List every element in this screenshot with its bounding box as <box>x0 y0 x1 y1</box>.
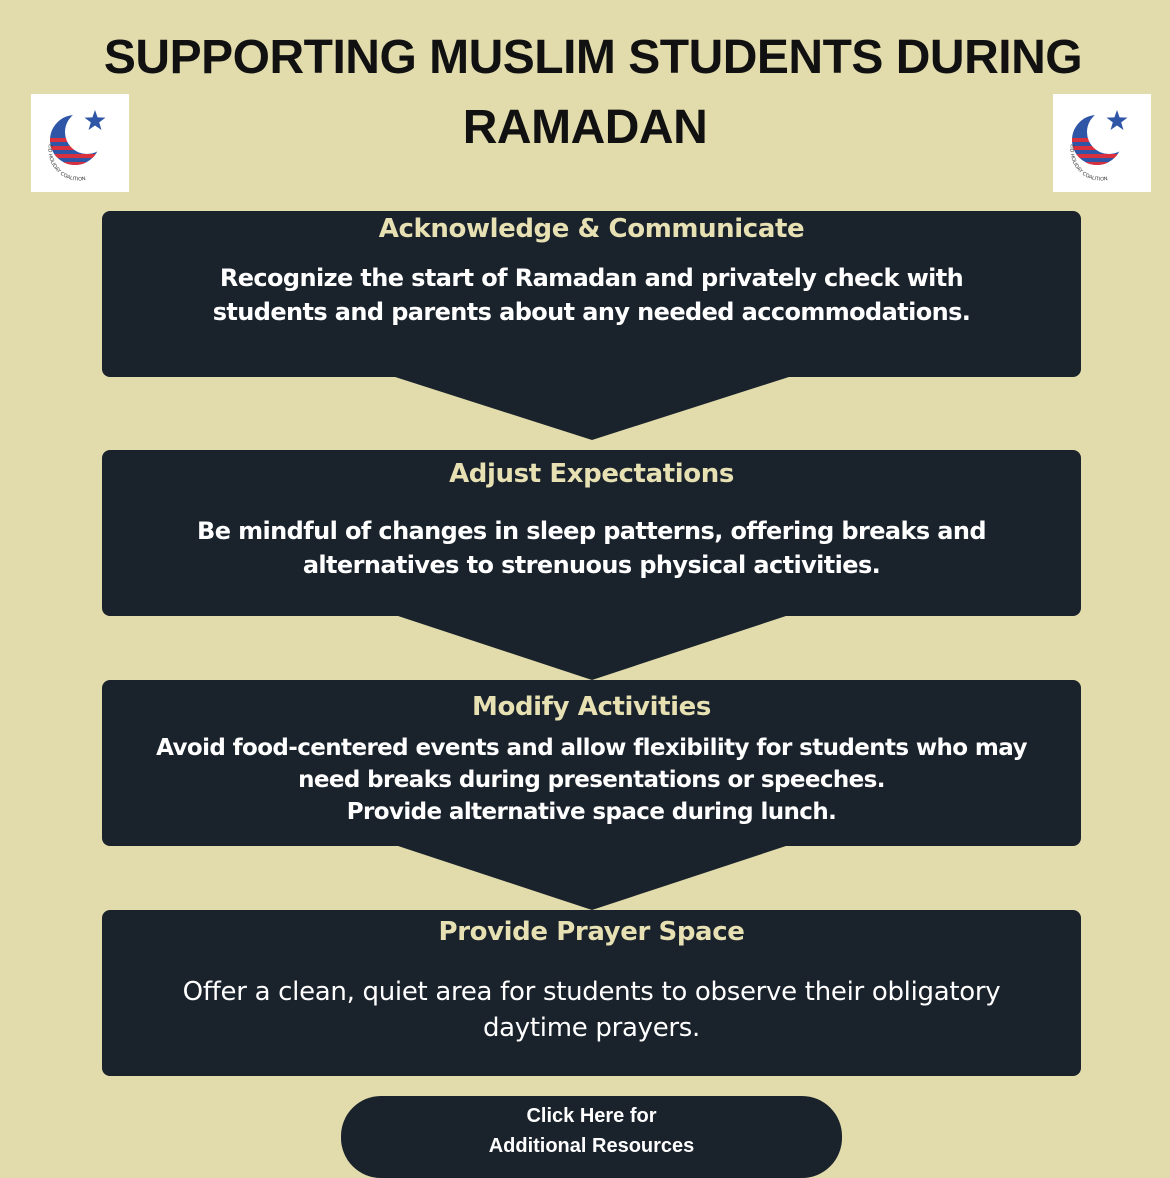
page-title-line2: RAMADAN <box>462 101 708 154</box>
step-body-line: daytime prayers. <box>482 1013 701 1043</box>
logo-left <box>31 94 129 192</box>
step-body <box>122 974 1061 1046</box>
step-body-line: alternatives to strenuous physical activities. <box>302 551 881 579</box>
step-body-line: Be mindful of changes in sleep patterns, offering breaks and <box>197 517 986 545</box>
step-heading: Adjust Expectations <box>449 459 734 489</box>
step-body-line: Provide alternative space during lunch. <box>346 799 837 825</box>
additional-resources-button[interactable] <box>341 1096 842 1178</box>
step-heading: Modify Activities <box>472 692 711 722</box>
logo-text: EID HOLIDAY COALITION <box>46 143 87 183</box>
cta-line1: Click Here for <box>526 1105 657 1127</box>
step-body-line: Avoid food-centered events and allow flexibility for students who may <box>156 735 1027 761</box>
crescent-star-flag-icon <box>31 94 129 192</box>
page-title-line1: SUPPORTING MUSLIM STUDENTS DURING <box>103 31 1083 84</box>
step-card-acknowledge <box>102 211 1081 377</box>
chevron-down-arrow-icon <box>392 614 792 680</box>
step-body <box>122 732 1061 828</box>
step-body-line: students and parents about any needed accommodations. <box>212 298 971 326</box>
chevron-down-arrow-icon <box>392 376 792 442</box>
step-body-line: need breaks during presentations or speeches. <box>298 767 885 793</box>
logo-right <box>1053 94 1151 192</box>
step-body-line: Recognize the start of Ramadan and privately check with <box>219 264 964 292</box>
step-card-prayer-space <box>102 910 1081 1076</box>
crescent-star-flag-icon <box>1053 94 1151 192</box>
cta-line2: Additional Resources <box>488 1135 695 1157</box>
step-card-adjust <box>102 450 1081 616</box>
logo-text: EID HOLIDAY COALITION <box>1068 143 1109 183</box>
step-body-line: Offer a clean, quiet area for students to observe their obligatory <box>182 977 1001 1007</box>
step-heading: Acknowledge & Communicate <box>378 214 805 244</box>
step-card-modify <box>102 680 1081 846</box>
step-body <box>122 261 1061 329</box>
step-body <box>122 514 1061 582</box>
chevron-down-arrow-icon <box>392 844 792 910</box>
step-heading: Provide Prayer Space <box>438 917 745 947</box>
